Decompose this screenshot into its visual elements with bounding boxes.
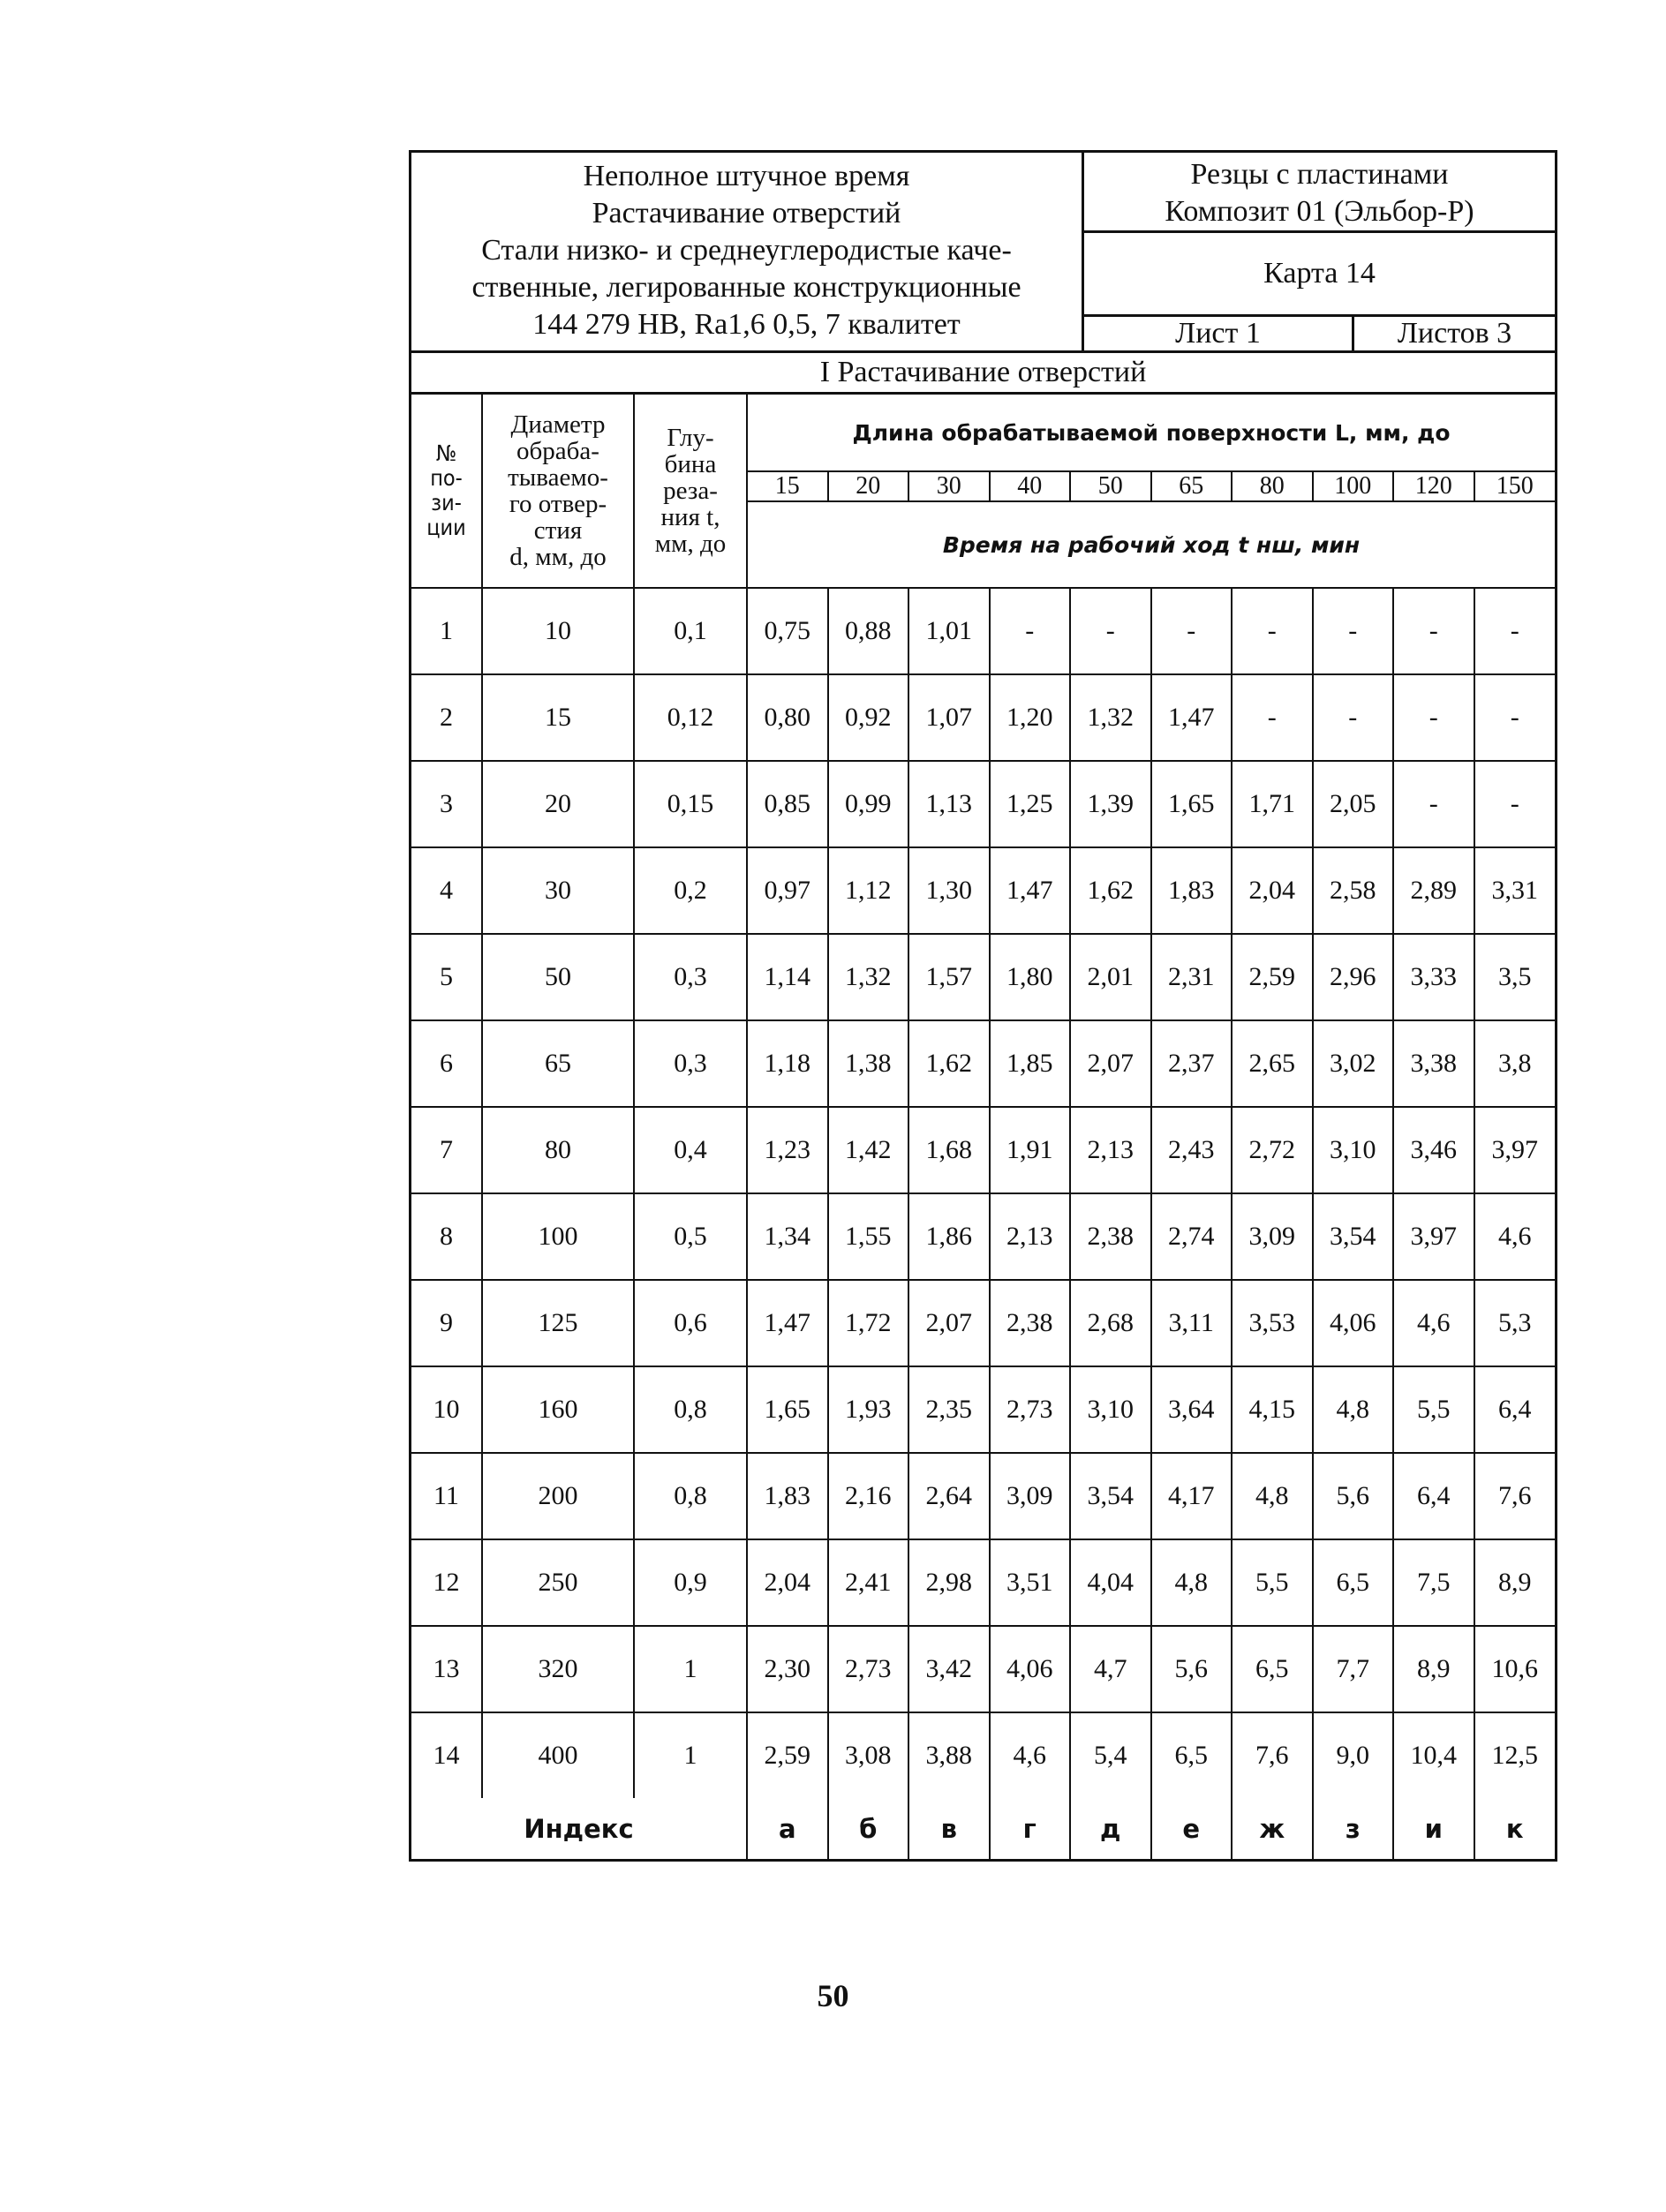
position-cell: 5 [411, 934, 482, 1020]
time-cell: 8,9 [1393, 1626, 1474, 1712]
time-cell: 3,08 [828, 1712, 909, 1798]
time-cell: - [1232, 674, 1313, 761]
time-cell: 1,39 [1070, 761, 1151, 847]
time-cell: 2,07 [908, 1280, 990, 1366]
depth-cell: 0,8 [634, 1366, 747, 1453]
position-cell: 14 [411, 1712, 482, 1798]
time-cell: 2,98 [908, 1539, 990, 1626]
tool-info: Резцы с пластинами Композит 01 (Эльбор-Р) [1084, 153, 1555, 233]
time-cell: 1,65 [1151, 761, 1233, 847]
position-cell: 13 [411, 1626, 482, 1712]
time-cell: 2,38 [990, 1280, 1071, 1366]
time-cell: 3,09 [990, 1453, 1071, 1539]
sheets-total: Листов 3 [1397, 317, 1512, 350]
time-cell: 1,07 [908, 674, 990, 761]
time-cell: 7,7 [1313, 1626, 1394, 1712]
time-cell: 3,11 [1151, 1280, 1233, 1366]
length-header: Длина обрабатываемой поверхности L, мм, до [747, 395, 1555, 471]
time-cell: 0,75 [747, 588, 828, 674]
time-cell: - [990, 588, 1071, 674]
time-cell: 4,6 [1393, 1280, 1474, 1366]
table-row [411, 761, 1555, 847]
time-cell: 0,88 [828, 588, 909, 674]
time-cell: 3,46 [1393, 1107, 1474, 1193]
time-cell: 4,8 [1313, 1366, 1394, 1453]
time-cell: 0,80 [747, 674, 828, 761]
time-cell: 10,4 [1393, 1712, 1474, 1798]
time-cell: 1,80 [990, 934, 1071, 1020]
index-letter: е [1151, 1798, 1233, 1859]
time-cell: 1,55 [828, 1193, 909, 1280]
time-cell: 1,65 [747, 1366, 828, 1453]
time-cell: 3,51 [990, 1539, 1071, 1626]
time-cell: 10,6 [1474, 1626, 1556, 1712]
time-cell: 2,13 [1070, 1107, 1151, 1193]
time-cell: 6,5 [1232, 1626, 1313, 1712]
table-row [411, 1107, 1555, 1193]
time-cell: 4,06 [990, 1626, 1071, 1712]
time-cell: 2,07 [1070, 1020, 1151, 1107]
index-letter: г [990, 1798, 1071, 1859]
time-cell: 3,54 [1070, 1453, 1151, 1539]
time-cell: 2,35 [908, 1366, 990, 1453]
time-cell: 5,6 [1151, 1626, 1233, 1712]
index-letter: к [1474, 1798, 1556, 1859]
index-letter: д [1070, 1798, 1151, 1859]
depth-cell: 0,3 [634, 934, 747, 1020]
time-cell: 1,83 [747, 1453, 828, 1539]
depth-header: Глу- бина реза- ния t, мм, до [634, 395, 747, 588]
time-cell: 6,5 [1313, 1539, 1394, 1626]
time-cell: 1,42 [828, 1107, 909, 1193]
time-cell: 1,25 [990, 761, 1071, 847]
time-cell: 8,9 [1474, 1539, 1556, 1626]
title-line: Растачивание отверстий [592, 197, 901, 229]
time-cell: 2,05 [1313, 761, 1394, 847]
card-number: Карта 14 [1084, 233, 1555, 317]
time-cell: 1,62 [1070, 847, 1151, 934]
time-cell: 2,68 [1070, 1280, 1151, 1366]
time-cell: 3,10 [1313, 1107, 1394, 1193]
time-cell: 1,13 [908, 761, 990, 847]
time-cell: 3,88 [908, 1712, 990, 1798]
length-value: 15 [747, 471, 828, 501]
time-cell: 5,5 [1393, 1366, 1474, 1453]
time-cell: 3,54 [1313, 1193, 1394, 1280]
diameter-cell: 80 [482, 1107, 634, 1193]
time-cell: 1,14 [747, 934, 828, 1020]
time-cell: 2,01 [1070, 934, 1151, 1020]
index-row [411, 1798, 1555, 1859]
time-cell: - [1232, 588, 1313, 674]
time-cell: 1,47 [1151, 674, 1233, 761]
time-cell: 2,73 [828, 1626, 909, 1712]
time-cell: 2,59 [1232, 934, 1313, 1020]
time-cell: 2,30 [747, 1626, 828, 1712]
time-cell: 6,5 [1151, 1712, 1233, 1798]
position-cell: 8 [411, 1193, 482, 1280]
diameter-cell: 160 [482, 1366, 634, 1453]
time-cell: 2,89 [1393, 847, 1474, 934]
time-cell: - [1393, 674, 1474, 761]
time-cell: 2,41 [828, 1539, 909, 1626]
time-cell: 2,72 [1232, 1107, 1313, 1193]
time-cell: 1,47 [747, 1280, 828, 1366]
diameter-cell: 400 [482, 1712, 634, 1798]
time-cell: 9,0 [1313, 1712, 1394, 1798]
index-letter: ж [1232, 1798, 1313, 1859]
table-row [411, 1280, 1555, 1366]
time-cell: 4,8 [1151, 1539, 1233, 1626]
position-cell: 7 [411, 1107, 482, 1193]
time-cell: 3,38 [1393, 1020, 1474, 1107]
length-value: 50 [1070, 471, 1151, 501]
time-table [411, 395, 1555, 1859]
time-cell: 2,38 [1070, 1193, 1151, 1280]
position-cell: 2 [411, 674, 482, 761]
time-cell: 2,74 [1151, 1193, 1233, 1280]
depth-cell: 1 [634, 1626, 747, 1712]
time-cell: 7,5 [1393, 1539, 1474, 1626]
time-cell: - [1393, 761, 1474, 847]
length-value: 150 [1474, 471, 1556, 501]
depth-cell: 0,15 [634, 761, 747, 847]
time-cell: 0,92 [828, 674, 909, 761]
index-label: Индекс [411, 1798, 747, 1859]
time-cell: 4,6 [990, 1712, 1071, 1798]
position-cell: 10 [411, 1366, 482, 1453]
time-cell: 5,4 [1070, 1712, 1151, 1798]
time-cell: 0,85 [747, 761, 828, 847]
time-cell: 2,64 [908, 1453, 990, 1539]
title-line: Неполное штучное время [583, 160, 910, 192]
time-cell: 2,43 [1151, 1107, 1233, 1193]
length-value: 20 [828, 471, 909, 501]
time-cell: 5,3 [1474, 1280, 1556, 1366]
diameter-cell: 250 [482, 1539, 634, 1626]
card-header [411, 153, 1555, 353]
time-cell: 0,97 [747, 847, 828, 934]
time-cell: 4,6 [1474, 1193, 1556, 1280]
depth-cell: 0,6 [634, 1280, 747, 1366]
diameter-cell: 320 [482, 1626, 634, 1712]
length-value: 30 [908, 471, 990, 501]
table-row [411, 1193, 1555, 1280]
table-row [411, 1020, 1555, 1107]
length-value: 120 [1393, 471, 1474, 501]
index-letter: в [908, 1798, 990, 1859]
time-cell: 12,5 [1474, 1712, 1556, 1798]
time-cell: 1,71 [1232, 761, 1313, 847]
time-cell: 3,02 [1313, 1020, 1394, 1107]
time-cell: 3,5 [1474, 934, 1556, 1020]
material-line: Стали низко- и среднеуглеродистые каче- [481, 234, 1012, 267]
position-header: № по- зи- ции [411, 395, 482, 588]
sheet-number: Лист 1 [1084, 317, 1354, 350]
index-letter: б [828, 1798, 909, 1859]
depth-cell: 0,2 [634, 847, 747, 934]
diameter-cell: 30 [482, 847, 634, 934]
time-cell: 5,6 [1313, 1453, 1394, 1539]
depth-cell: 0,12 [634, 674, 747, 761]
time-cell: 1,32 [828, 934, 909, 1020]
diameter-header: Диаметр обраба- тываемо- го отвер- стия d, мм, до [482, 395, 634, 588]
time-cell: 1,34 [747, 1193, 828, 1280]
depth-cell: 0,4 [634, 1107, 747, 1193]
time-cell: 4,7 [1070, 1626, 1151, 1712]
time-cell: 4,15 [1232, 1366, 1313, 1453]
time-cell: 2,58 [1313, 847, 1394, 934]
table-row [411, 674, 1555, 761]
time-cell: 3,42 [908, 1626, 990, 1712]
table-row [411, 1712, 1555, 1798]
time-cell: 4,8 [1232, 1453, 1313, 1539]
time-cell: - [1313, 588, 1394, 674]
time-cell: 1,57 [908, 934, 990, 1020]
material-line: 144 279 HB, Ra1,6 0,5, 7 квалитет [532, 308, 961, 341]
time-cell: 5,5 [1232, 1539, 1313, 1626]
depth-cell: 0,1 [634, 588, 747, 674]
depth-cell: 0,5 [634, 1193, 747, 1280]
table-row [411, 588, 1555, 674]
time-cell: 1,01 [908, 588, 990, 674]
time-cell: 1,30 [908, 847, 990, 934]
time-cell: 1,83 [1151, 847, 1233, 934]
card-info-block [1084, 153, 1555, 350]
diameter-cell: 65 [482, 1020, 634, 1107]
diameter-cell: 50 [482, 934, 634, 1020]
time-cell: 1,12 [828, 847, 909, 934]
time-cell: 2,04 [747, 1539, 828, 1626]
time-cell: - [1474, 588, 1556, 674]
time-cell: 3,8 [1474, 1020, 1556, 1107]
time-cell: 1,32 [1070, 674, 1151, 761]
sheet-info [1084, 317, 1555, 350]
time-cell: 2,16 [828, 1453, 909, 1539]
time-cell: 6,4 [1474, 1366, 1556, 1453]
time-cell: 2,65 [1232, 1020, 1313, 1107]
time-cell: 2,59 [747, 1712, 828, 1798]
time-cell: 3,33 [1393, 934, 1474, 1020]
depth-cell: 0,9 [634, 1539, 747, 1626]
time-header: Время на рабочий ход t нш, мин [747, 501, 1555, 588]
time-cell: 2,96 [1313, 934, 1394, 1020]
diameter-cell: 200 [482, 1453, 634, 1539]
diameter-cell: 20 [482, 761, 634, 847]
time-cell: 3,31 [1474, 847, 1556, 934]
diameter-cell: 100 [482, 1193, 634, 1280]
header-row [411, 395, 1555, 471]
section-title: I Растачивание отверстий [411, 353, 1555, 395]
length-value: 80 [1232, 471, 1313, 501]
time-cell: 2,31 [1151, 934, 1233, 1020]
time-cell: 7,6 [1232, 1712, 1313, 1798]
depth-cell: 0,8 [634, 1453, 747, 1539]
time-cell: 3,53 [1232, 1280, 1313, 1366]
time-cell: 1,23 [747, 1107, 828, 1193]
table-row [411, 1366, 1555, 1453]
time-cell: 2,73 [990, 1366, 1071, 1453]
position-cell: 1 [411, 588, 482, 674]
time-cell: - [1393, 588, 1474, 674]
index-letter: и [1393, 1798, 1474, 1859]
table-row [411, 1539, 1555, 1626]
position-cell: 12 [411, 1539, 482, 1626]
time-cell: - [1070, 588, 1151, 674]
time-cell: - [1474, 674, 1556, 761]
time-cell: 3,10 [1070, 1366, 1151, 1453]
time-cell: 6,4 [1393, 1453, 1474, 1539]
position-cell: 4 [411, 847, 482, 934]
position-cell: 9 [411, 1280, 482, 1366]
time-cell: 2,04 [1232, 847, 1313, 934]
length-value: 65 [1151, 471, 1233, 501]
time-cell: 1,86 [908, 1193, 990, 1280]
time-cell: 2,13 [990, 1193, 1071, 1280]
diameter-cell: 15 [482, 674, 634, 761]
time-cell: 4,06 [1313, 1280, 1394, 1366]
material-line: ственные, легированные конструкционные [471, 271, 1021, 304]
time-cell: - [1151, 588, 1233, 674]
norm-card [409, 150, 1557, 1862]
time-cell: 1,20 [990, 674, 1071, 761]
time-cell: 1,85 [990, 1020, 1071, 1107]
position-cell: 3 [411, 761, 482, 847]
time-cell: 3,97 [1393, 1193, 1474, 1280]
table-row [411, 847, 1555, 934]
time-cell: 1,91 [990, 1107, 1071, 1193]
time-cell: 3,97 [1474, 1107, 1556, 1193]
index-letter: а [747, 1798, 828, 1859]
time-cell: 3,64 [1151, 1366, 1233, 1453]
length-value: 100 [1313, 471, 1394, 501]
time-cell: 1,38 [828, 1020, 909, 1107]
time-cell: - [1474, 761, 1556, 847]
time-cell: 1,68 [908, 1107, 990, 1193]
table-row [411, 1626, 1555, 1712]
time-cell: 1,47 [990, 847, 1071, 934]
card-title-block [411, 153, 1084, 350]
diameter-cell: 10 [482, 588, 634, 674]
position-cell: 6 [411, 1020, 482, 1107]
time-cell: 2,37 [1151, 1020, 1233, 1107]
length-value: 40 [990, 471, 1071, 501]
time-cell: 1,72 [828, 1280, 909, 1366]
table-row [411, 934, 1555, 1020]
depth-cell: 1 [634, 1712, 747, 1798]
diameter-cell: 125 [482, 1280, 634, 1366]
page-number: 50 [817, 1978, 849, 2013]
table-row [411, 1453, 1555, 1539]
time-cell: 4,04 [1070, 1539, 1151, 1626]
time-cell: 1,62 [908, 1020, 990, 1107]
time-cell: 7,6 [1474, 1453, 1556, 1539]
position-cell: 11 [411, 1453, 482, 1539]
time-cell: 1,93 [828, 1366, 909, 1453]
time-cell: 0,99 [828, 761, 909, 847]
depth-cell: 0,3 [634, 1020, 747, 1107]
time-cell: 3,09 [1232, 1193, 1313, 1280]
time-cell: 4,17 [1151, 1453, 1233, 1539]
time-cell: - [1313, 674, 1394, 761]
time-cell: 1,18 [747, 1020, 828, 1107]
index-letter: з [1313, 1798, 1394, 1859]
